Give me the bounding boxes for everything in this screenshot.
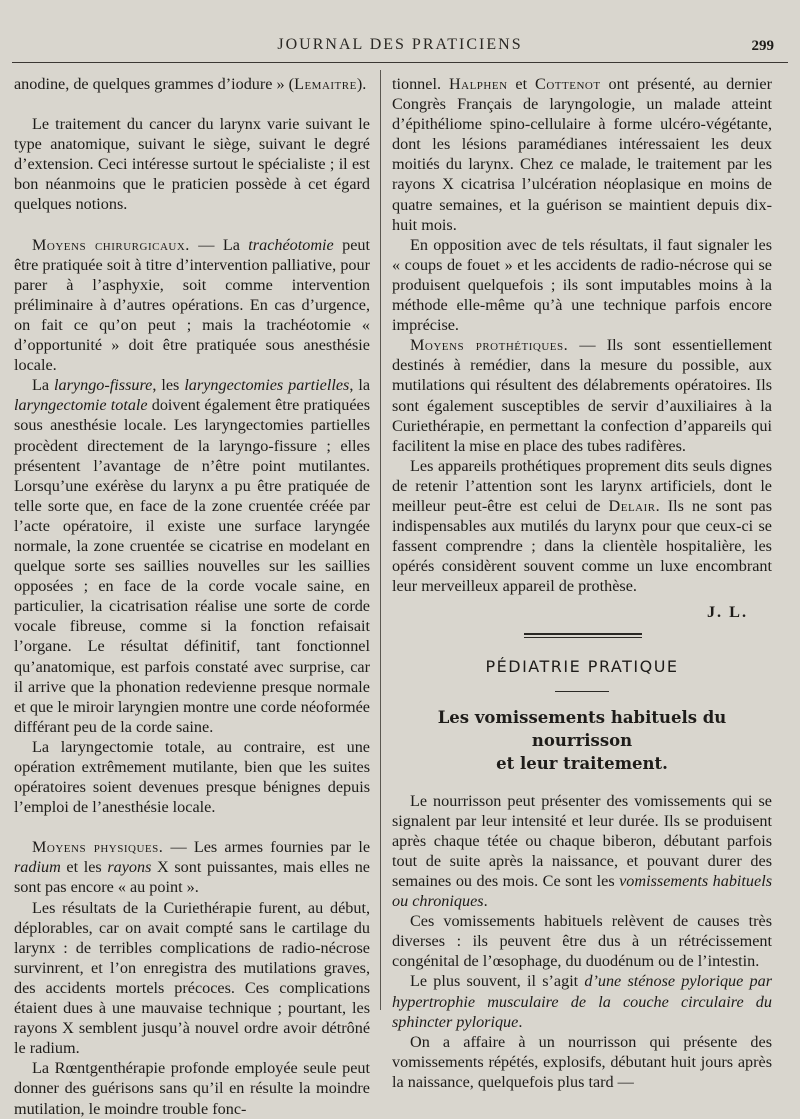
paragraph-heading: Moyens chirurgicaux. (32, 235, 190, 254)
paragraph-surgical-means: Moyens chirurgicaux. — La trachéotomie peut être pratiquée soit à titre d’intervention palliative, pour parer à l’asphyxie, soit comme intervention préliminaire à d’autres opérations. En cas d’urgence, on fait ce qu’on peut ; mais la trachéotomie « d’opportunité » doit être pratiquée sous anesthésie locale. (14, 235, 370, 375)
article-title: Les vomissements habituels du nourrisson et leur traitement. (437, 707, 727, 773)
column-divider (380, 70, 381, 1010)
paragraph: La laryngo-fissure, les laryngectomies partielles, la laryngectomie totale doivent également être pratiquées sous anesthésie locale. Les laryngectomies partielles procèdent directement de la laryngo-fissure ; elles présentent l’avantage de n’être point mutilantes. Lorsqu’une exérèse du larynx a pu être pratiquée de telle sorte que, en face de la zone cruentée créée par l’acte opératoire, il existe une surface laryngée normale, la zone cruentée se cicatrise en modelant en quelque sorte ses saillies nouvelles sur les saillies opposées ; en face de la corde vocale saine, en particulier, la cicatrisation réalise une sorte de corde vocale fibreuse, comme si la fonction refaisait l’organe. Le résultat définitif, tant fonctionnel qu’anatomique, est parfois constaté avec surprise, car il arrive que la phonation redevienne presque normale et que le miroir laryngien montre une corde néoformée différant peu de la corde saine. (14, 376, 370, 736)
page-header (0, 36, 800, 60)
section-separator (392, 633, 772, 649)
paragraph: tionnel. Halphen et Cottenot ont présenté, au dernier Congrès Français de laryngologie, un malade atteint d’épithéliome spino-cellulaire à forme ulcéro-végétante, dont les lésions paramédianes intéressaient les deux moitiés du larynx. Chez ce malade, le traitement par les rayons X cicatrisa l’ulcération néoplasique en moins de quatre semaines, et la guérison se maintient depuis dix-huit mois. (392, 75, 773, 234)
running-title: JOURNAL DES PRATICIENS (277, 36, 523, 53)
paragraph: anodine, de quelques grammes d’iodure » (Lemaitre). (14, 75, 367, 93)
paragraph: En opposition avec de tels résultats, il faut signaler les « coups de fouet » et les accidents de radio-nécrose qui se produisent quelquefois ; ils sont imputables moins à la méthode elle-même qu’à une technique parfois encore imprécise. (392, 235, 772, 335)
paragraph: Le nourrisson peut présenter des vomissements qui se signalent par leur intensité et leur durée. Ils se produisent après chaque tétée ou chaque biberon, débutant parfois tout de suite après la naissance, et pouvant durer des semaines ou des mois. Ce sont les vomissements habituels ou chroniques. (392, 791, 772, 911)
header-rule (12, 62, 788, 63)
right-column (392, 74, 772, 1092)
paragraph-heading: Moyens physiques. (32, 838, 164, 857)
paragraph-heading: Moyens prothétiques. (410, 336, 569, 355)
left-column (14, 74, 370, 1119)
paragraph: Les résultats de la Curiethérapie furent, au début, déplorables, car on avait compté sans le cartilage du larynx : de terribles complications de radio-nécrose survinrent, et l’on enregistra des mutilations graves, des accidents mortels précoces. Ces complications étaient dues à une mauvaise technique ; pourtant, les rayons X semblent jusqu’à nouvel ordre avoir détrôné le radium. (14, 898, 370, 1058)
paragraph-prosthetic-means: Moyens prothétiques. — Ils sont essentiellement destinés à remédier, dans la mesure du possible, aux mutilations qui résultent des délabrements opératoires. Ils sont également susceptibles de servir d’auxiliaires à la Curiethérapie, en permettant la confection d’appareils qui facilitent la mise en place des tubes radifères. (392, 336, 772, 455)
paragraph-physical-means: Moyens physiques. — Les armes fournies par le radium et les rayons X sont puissantes, mais elles ne sont pas encore « au point ». (14, 838, 371, 897)
paragraph: Ces vomissements habituels relèvent de causes très diverses : ils peuvent être dus à un rétrécissement congénital de l’œsophage, du duodénum ou de l’intestin. (392, 912, 772, 971)
paragraph: Le traitement du cancer du larynx varie suivant le type anatomique, suivant le siège, suivant le degré d’extension. Ceci intéresse surtout le spécialiste ; il est bon néanmoins que le praticien possède à cet égard quelques notions. (14, 115, 370, 214)
paragraph: La Rœntgenthérapie profonde employée seule peut donner des guérisons sans qu’il en résulte la moindre mutilation, le moindre trouble fonc- (14, 1059, 370, 1118)
paragraph: La laryngectomie totale, au contraire, est une opération extrêmement mutilante, bien que les suites opératoires soient devenues presque bénignes depuis l’emploi de l’anesthésie locale. (14, 737, 370, 817)
paragraph: On a affaire à un nourrisson qui présente des vomissements répétés, explosifs, débutant huit jours après la naissance, quelquefois plus tard — (392, 1032, 772, 1091)
section-rule (555, 691, 609, 692)
paragraph: Les appareils prothétiques proprement dits seuls dignes de retenir l’attention sont les larynx artificiels, dont le meilleur peut-être est celui de Delair. Ils ne sont pas indispensables aux mutilés du larynx pour que ceux-ci se fassent comprendre ; dans la clientèle hospitalière, les opérés considèrent souvent comme un luxe encombrant leur merveilleux appareil de prothèse. (392, 456, 772, 596)
section-title: PÉDIATRIE PRATIQUE (485, 656, 679, 676)
page-number: 299 (751, 38, 774, 54)
paragraph: Le plus souvent, il s’agit d’une sténose pylorique par hypertrophie musculaire de la couche circulaire du sphincter pylorique. (392, 972, 773, 1031)
author-signature: J. L. (706, 603, 748, 622)
